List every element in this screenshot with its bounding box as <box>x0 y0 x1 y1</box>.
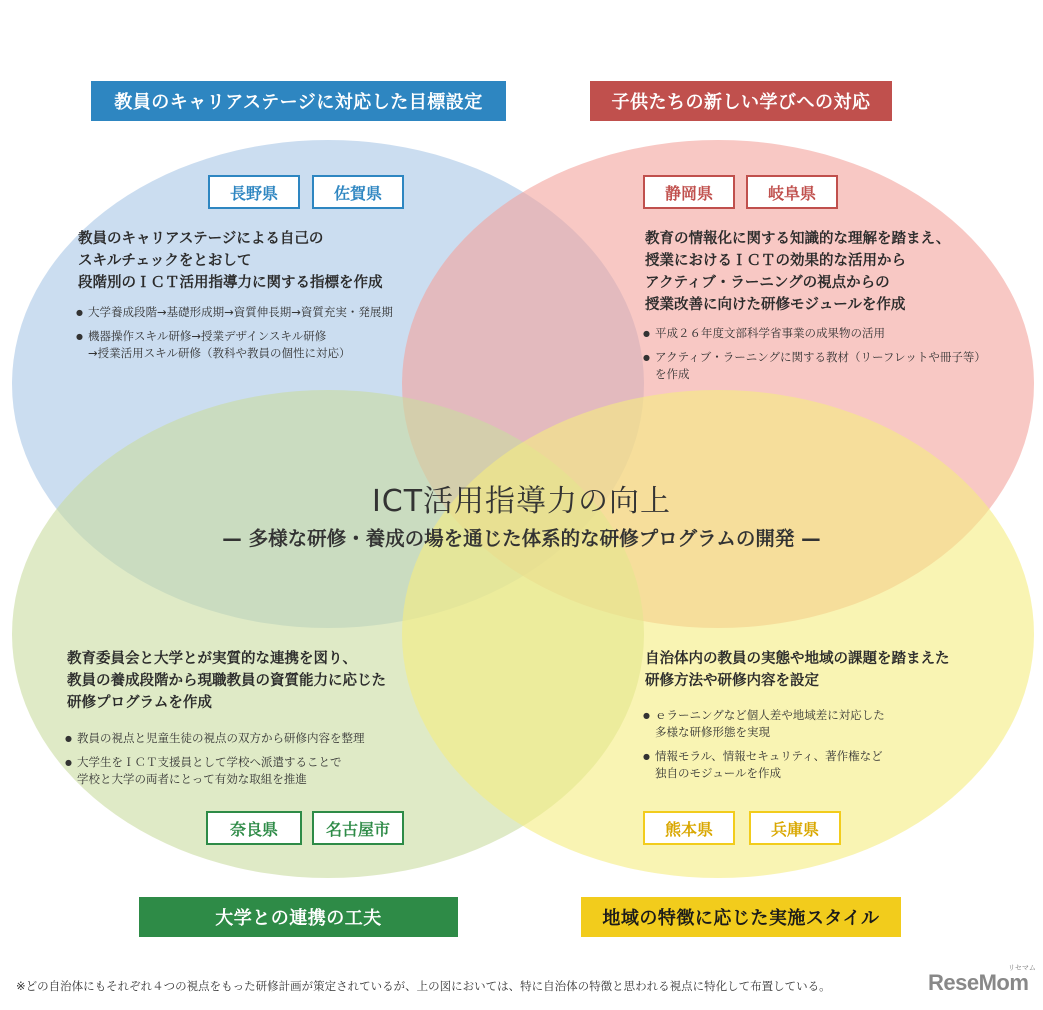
bullet-item: ● 情報モラル、情報セキュリティ、著作権など 独自のモジュールを作成 <box>643 748 885 782</box>
description-line: 教員の養成段階から現職教員の資質能力に応じた <box>67 673 386 689</box>
description-line: 授業改善に向けた研修モジュールを作成 <box>645 297 906 313</box>
prefecture-badge: 熊本県 <box>643 811 735 845</box>
description-line: 自治体内の教員の実態や地域の課題を踏まえた <box>645 651 950 667</box>
bullet-item: ● ｅラーニングなど個人差や地域差に対応した 多様な研修形態を実現 <box>643 707 885 741</box>
quadrant-description-top-left <box>78 228 383 294</box>
bullet-list-top-right <box>643 325 986 390</box>
bullet-item: ● 教員の視点と児童生徒の視点の双方から研修内容を整理 <box>65 730 365 747</box>
center-subtitle: — 多様な研修・養成の場を通じた体系的な研修プログラムの開発 — <box>222 527 821 550</box>
description-line: アクティブ・ラーニングの視点からの <box>645 275 890 291</box>
bullet-item: ● 平成２６年度文部科学省事業の成果物の活用 <box>643 325 986 342</box>
quadrant-description-bottom-right <box>645 648 950 692</box>
bullet-item: ● 大学養成段階→基礎形成期→資質伸長期→資質充実・発展期 <box>76 304 393 321</box>
resemom-logo-kana: リセマム <box>1008 964 1036 972</box>
bullet-item: ● アクティブ・ラーニングに関する教材（リーフレットや冊子等） を作成 <box>643 349 986 383</box>
bullet-list-bottom-right <box>643 707 885 789</box>
quadrant-title-top-left: 教員のキャリアステージに対応した目標設定 <box>91 81 506 121</box>
prefecture-badge: 兵庫県 <box>749 811 841 845</box>
prefecture-badge: 佐賀県 <box>312 175 404 209</box>
prefecture-badge: 静岡県 <box>643 175 735 209</box>
prefecture-badge: 名古屋市 <box>312 811 404 845</box>
prefecture-badge: 奈良県 <box>206 811 302 845</box>
bullet-list-bottom-left <box>65 730 365 795</box>
description-line: 教育の情報化に関する知識的な理解を踏まえ、 <box>645 231 951 247</box>
quadrant-title-top-right: 子供たちの新しい学びへの対応 <box>590 81 892 121</box>
bullet-item: ● 大学生をＩＣＴ支援員として学校へ派遣することで 学校と大学の両者にとって有効な取組を推進 <box>65 754 365 788</box>
quadrant-description-top-right <box>645 228 950 316</box>
bullet-item: ● 機器操作スキル研修→授業デザインスキル研修 →授業活用スキル研修（教科や教員の個性に対応） <box>76 328 393 362</box>
footnote: ※どの自治体にもそれぞれ４つの視点をもった研修計画が策定されているが、上の図においては、特に自治体の特徴と思われる視点に特化して布置している。 <box>16 979 831 993</box>
description-line: 授業におけるＩＣＴの効果的な活用から <box>645 253 906 269</box>
quadrant-description-bottom-left <box>67 648 386 714</box>
resemom-logo: ReseMom <box>928 970 1029 995</box>
center-title: ICT活用指導力の向上 <box>371 484 672 519</box>
prefecture-badge: 長野県 <box>208 175 300 209</box>
description-line: スキルチェックをとおして <box>78 253 252 269</box>
description-line: 研修プログラムを作成 <box>67 695 212 711</box>
description-line: 教育委員会と大学とが実質的な連携を図り、 <box>67 651 357 667</box>
quadrant-title-bottom-left: 大学との連携の工夫 <box>139 897 458 937</box>
quadrant-title-bottom-right: 地域の特徴に応じた実施スタイル <box>581 897 901 937</box>
prefecture-badge: 岐阜県 <box>746 175 838 209</box>
ellipse-yellow <box>402 390 1034 878</box>
description-line: 教員のキャリアステージによる自己の <box>78 231 324 247</box>
description-line: 段階別のＩＣＴ活用指導力に関する指標を作成 <box>78 275 383 291</box>
description-line: 研修方法や研修内容を設定 <box>645 673 819 689</box>
bullet-list-top-left <box>76 304 393 369</box>
